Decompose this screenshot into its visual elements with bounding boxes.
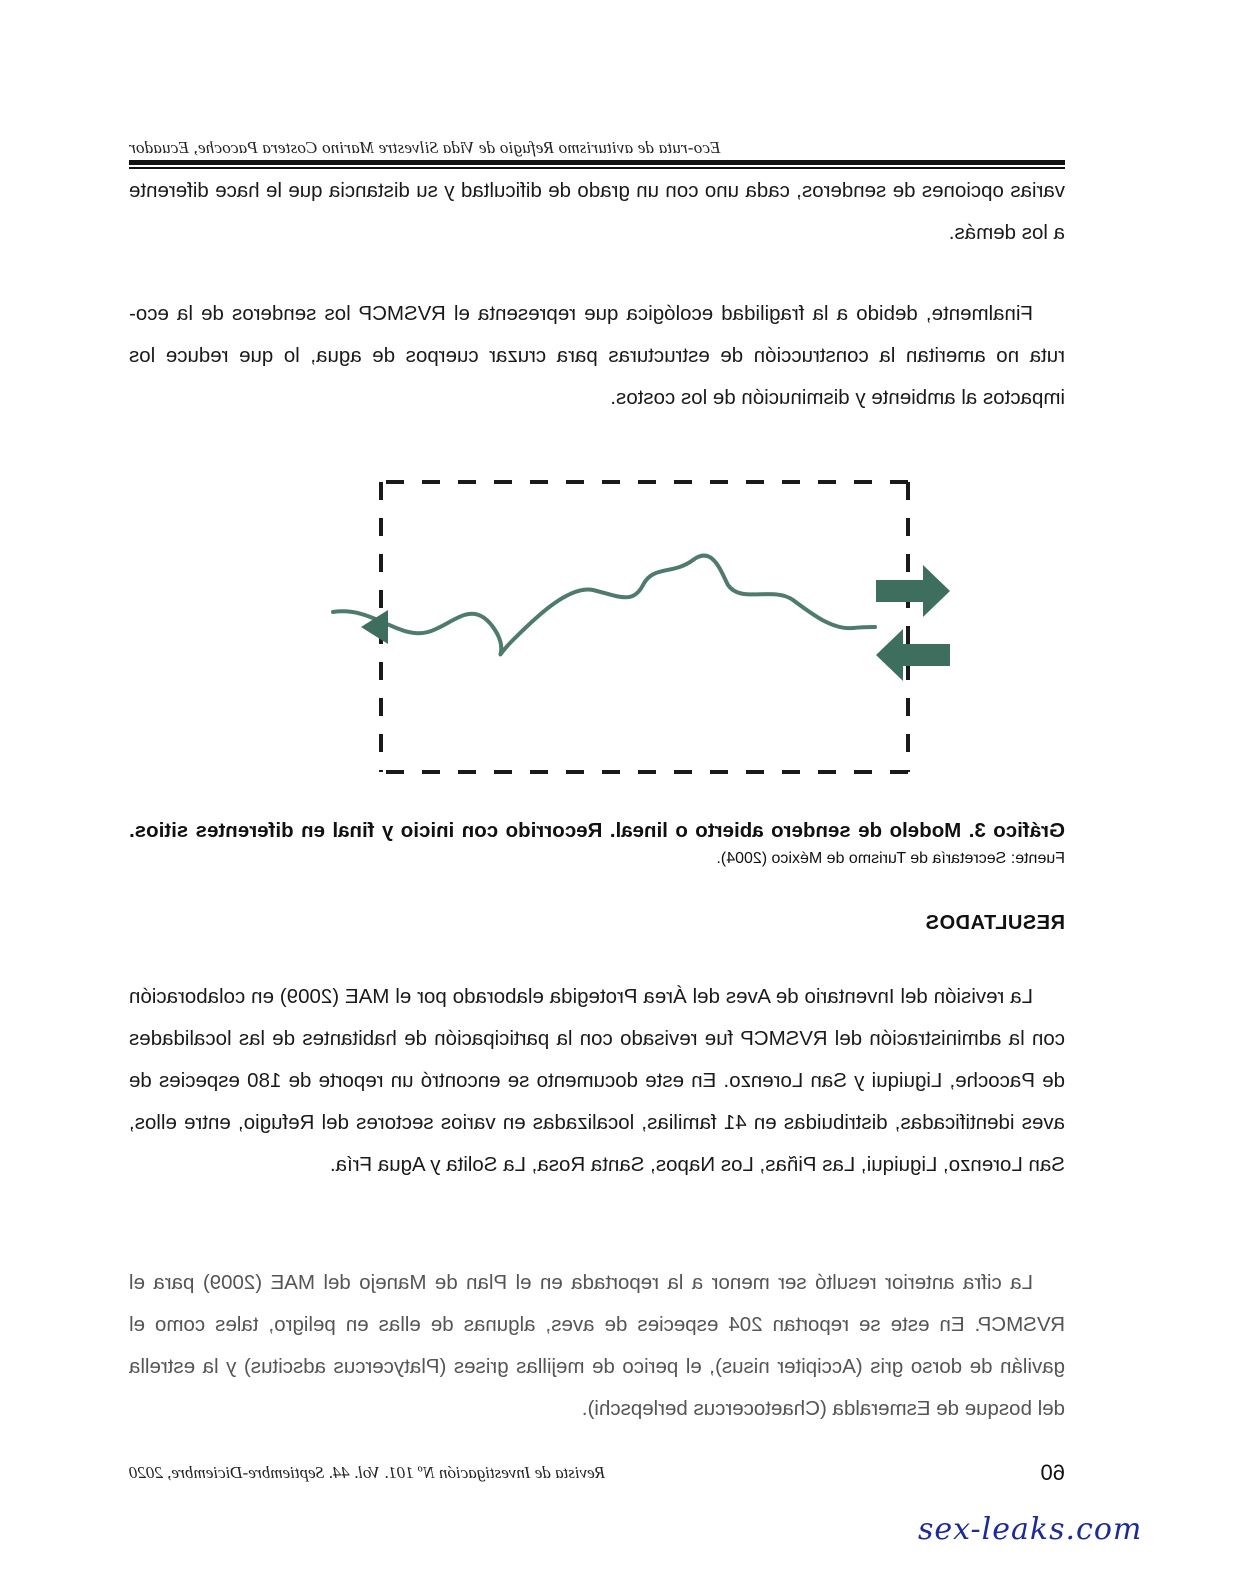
entry-arrow-icon (876, 565, 950, 617)
trail-path (333, 556, 875, 655)
figure-caption (129, 818, 1065, 872)
page-footer (129, 1460, 1065, 1490)
paragraph-finally: Finalmente, debido a la fragilidad ecológica que representa el RVSMCP los senderos de la eco-ruta no ameritan la construcción de estructuras para cruzar cuerpos de agua, lo que reduce los impactos al ambiente y disminución de los costos. (129, 302, 1065, 409)
exit-arrow-icon (876, 629, 950, 681)
running-header: Eco-ruta de aviturismo Refugio de Vida Silvestre Marino Costera Pacoche, Ecuador (129, 138, 721, 157)
journal-citation: Revista de Investigación Nº 101. Vol. 44. Septiembre-Diciembre, 2020 (129, 1463, 606, 1482)
dashed-boundary (381, 482, 908, 772)
paragraph-inventory: La revisión del Inventario de Aves del Área Protegida elaborado por el MAE (2009) en colaboración con la administración del RVSMCP fue revisado con la participación de habitantes de las localidades de Pacoche, Liguiqui y San Lorenzo. En este documento se encontró un reporte de 180 especies de aves identificadas, distribuidas en 41 familias, localizadas en varios sectores del Refugio, entre ellos, San Lorenzo, Liguiqui, Las Piñas, Los Napos, Santa Rosa, La Solita y Agua Fría. (129, 985, 1065, 1176)
paragraph-trails-options: varias opciones de senderos, cada uno con un grado de dificultad y su distancia que le hace diferente a los demás. (129, 179, 1065, 244)
caption-title: Gráfico 3. Modelo de sendero abierto o lineal. Recorrido con inicio y final en diferentes sitios. (129, 819, 1065, 842)
section-heading-results: RESULTADOS (925, 912, 1065, 934)
paragraph-management-plan: La cifra anterior resultó ser menor a la reportada en el Plan de Manejo del MAE (2009) para el RVSMCP. En este se reportan 204 especies de aves, algunas de ellas en peligro, tales como el gavilán de dorso gris (Accipiter nisus), el perico de mejillas grises (Platycercus adscitus) y la estrella del bosque de Esmeralda (Chaetocercus berlepschi). (129, 1271, 1065, 1420)
caption-source: Fuente: Secretaría de Turismo de México (2004). (716, 850, 1065, 867)
watermark-text: sex-leaks.com (918, 1512, 1143, 1547)
page-number: 60 (1040, 1460, 1065, 1485)
